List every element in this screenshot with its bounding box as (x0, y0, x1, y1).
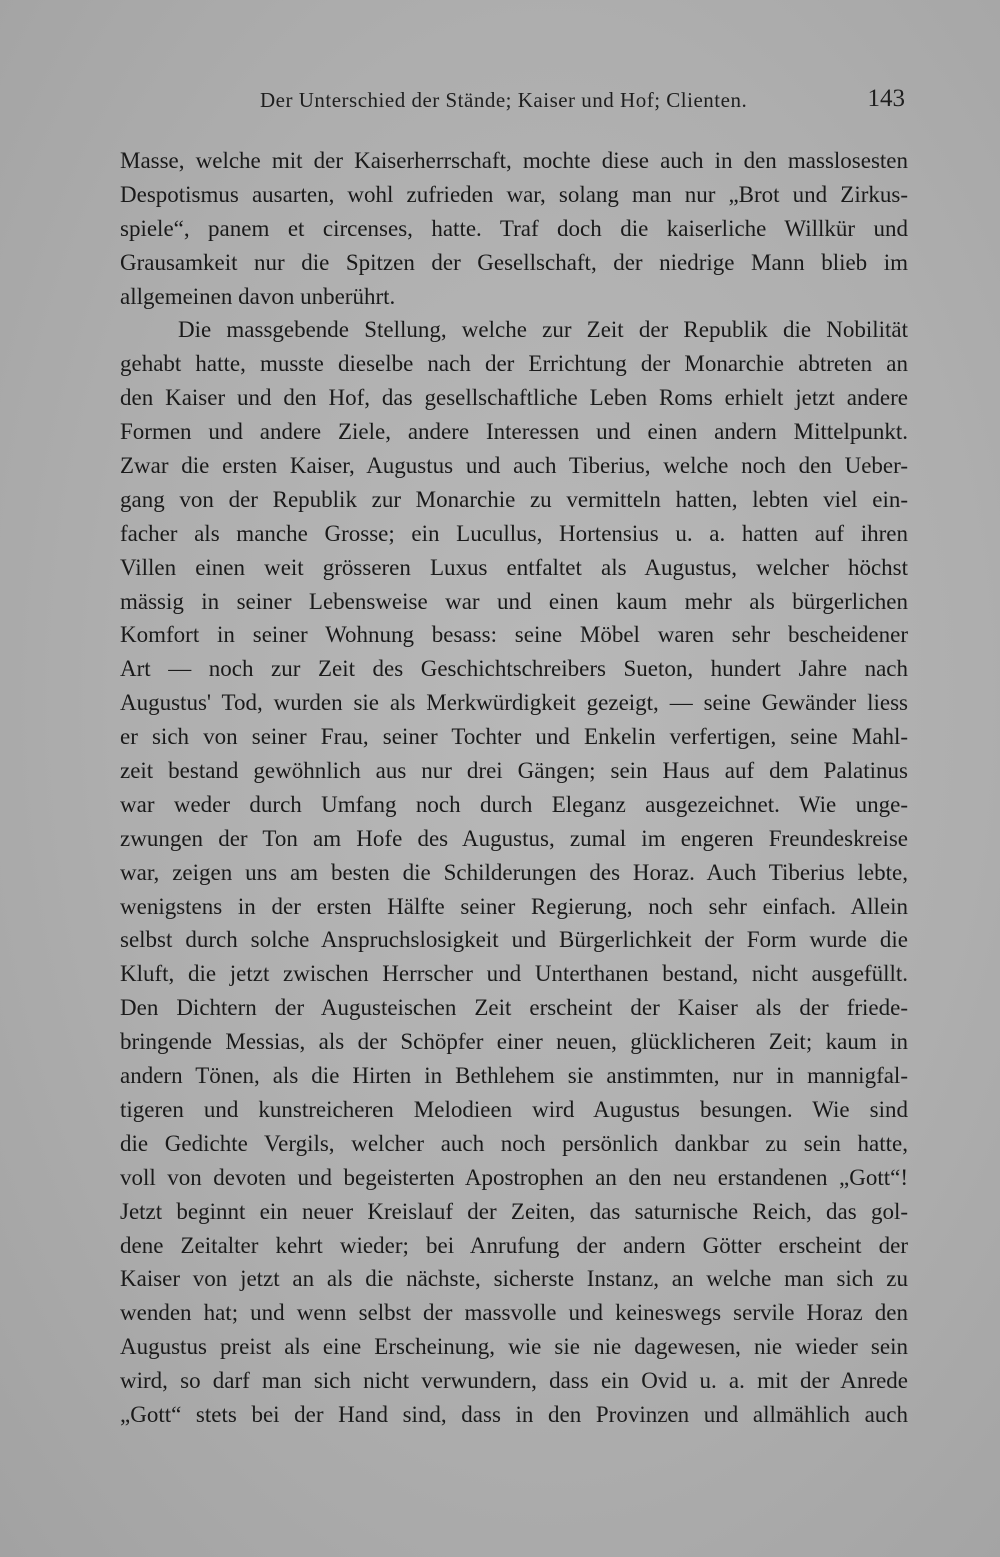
text-line: Jetzt beginnt ein neuer Kreislauf der Zeiten, das saturnische Reich, das gol- (120, 1198, 908, 1224)
text-line: allgemeinen davon unberührt. (120, 283, 396, 309)
text-line: andern Tönen, als die Hirten in Bethlehem sie anstimmten, nur in mannigfal- (120, 1063, 908, 1089)
text-line: Villen einen weit grösseren Luxus entfaltet als Augustus, welcher höchst (120, 554, 908, 580)
text-line: Zwar die ersten Kaiser, Augustus und auch Tiberius, welche noch den Ueber- (120, 453, 908, 479)
text-line: mässig in seiner Lebensweise war und einen kaum mehr als bürgerlichen (120, 588, 908, 614)
text-line: Formen und andere Ziele, andere Interessen und einen andern Mittelpunkt. (120, 419, 908, 445)
text-line: selbst durch solche Anspruchslosigkeit und Bürgerlichkeit der Form wurde die (120, 927, 908, 953)
text-line: tigeren und kunstreicheren Melodieen wird Augustus besungen. Wie sind (120, 1096, 908, 1122)
page-number: 143 (867, 85, 905, 112)
text-line: zeit bestand gewöhnlich aus nur drei Gängen; sein Haus auf dem Palatinus (120, 758, 908, 784)
text-line: wenigstens in der ersten Hälfte seiner Regierung, noch sehr einfach. Allein (120, 893, 908, 919)
page-header (120, 85, 907, 118)
text-line: Art — noch zur Zeit des Geschichtschreibers Sueton, hundert Jahre nach (120, 656, 908, 682)
text-line: „Gott“ stets bei der Hand sind, dass in den Provinzen und allmählich auch (120, 1401, 908, 1427)
text-line: die Gedichte Vergils, welcher auch noch persönlich dankbar zu sein hatte, (120, 1130, 908, 1156)
text-line: wird, so darf man sich nicht verwundern, dass ein Ovid u. a. mit der Anrede (120, 1368, 908, 1394)
text-line: zwungen der Ton am Hofe des Augustus, zumal im engeren Freundeskreise (120, 825, 908, 851)
text-line: er sich von seiner Frau, seiner Tochter und Enkelin verfertigen, seine Mahl- (120, 724, 908, 750)
text-line: Augustus preist als eine Erscheinung, wie sie nie dagewesen, nie wieder sein (120, 1334, 908, 1360)
text-line: den Kaiser und den Hof, das gesellschaftliche Leben Roms erhielt jetzt andere (120, 385, 908, 411)
text-line: dene Zeitalter kehrt wieder; bei Anrufung der andern Götter erscheint der (120, 1232, 908, 1258)
text-line: Den Dichtern der Augusteischen Zeit erscheint der Kaiser als der friede- (120, 995, 908, 1021)
text-line: wenden hat; und wenn selbst der massvolle und keineswegs servile Horaz den (120, 1300, 908, 1326)
text-line: Komfort in seiner Wohnung besass: seine Möbel waren sehr bescheidener (120, 622, 908, 648)
text-line: Augustus' Tod, wurden sie als Merkwürdigkeit gezeigt, — seine Gewänder liess (120, 690, 908, 716)
text-line: spiele“, panem et circenses, hatte. Traf doch die kaiserliche Willkür und (120, 215, 908, 241)
paragraph-first-line: Die massgebende Stellung, welche zur Zeit der Republik die Nobilität (178, 317, 908, 343)
text-line: Kaiser von jetzt an als die nächste, sicherste Instanz, an welche man sich zu (120, 1266, 908, 1292)
text-line: gehabt hatte, musste dieselbe nach der Errichtung der Monarchie abtreten an (120, 351, 908, 377)
text-line: war, zeigen uns am besten die Schilderungen des Horaz. Auch Tiberius lebte, (120, 859, 908, 885)
text-line: bringende Messias, als der Schöpfer einer neuen, glücklicheren Zeit; kaum in (120, 1029, 908, 1055)
text-line: war weder durch Umfang noch durch Eleganz ausgezeichnet. Wie unge- (120, 791, 908, 817)
text-line: Grausamkeit nur die Spitzen der Gesellschaft, der niedrige Mann blieb im (120, 249, 908, 275)
running-head: Der Unterschied der Stände; Kaiser und Hof; Clienten. (260, 88, 748, 112)
text-line: gang von der Republik zur Monarchie zu vermitteln hatten, lebten viel ein- (120, 486, 908, 512)
text-line: Kluft, die jetzt zwischen Herrscher und Unterthanen bestand, nicht ausgefüllt. (120, 961, 908, 987)
text-line: Despotismus ausarten, wohl zufrieden war, solang man nur „Brot und Zirkus- (120, 181, 908, 207)
text-line: voll von devoten und begeisterten Apostrophen an den neu erstandenen „Gott“! (120, 1164, 908, 1190)
text-line: facher als manche Grosse; ein Lucullus, Hortensius u. a. hatten auf ihren (120, 520, 908, 546)
body-text (120, 144, 908, 1432)
text-line: Masse, welche mit der Kaiserherrschaft, mochte diese auch in den masslosesten (120, 148, 908, 173)
